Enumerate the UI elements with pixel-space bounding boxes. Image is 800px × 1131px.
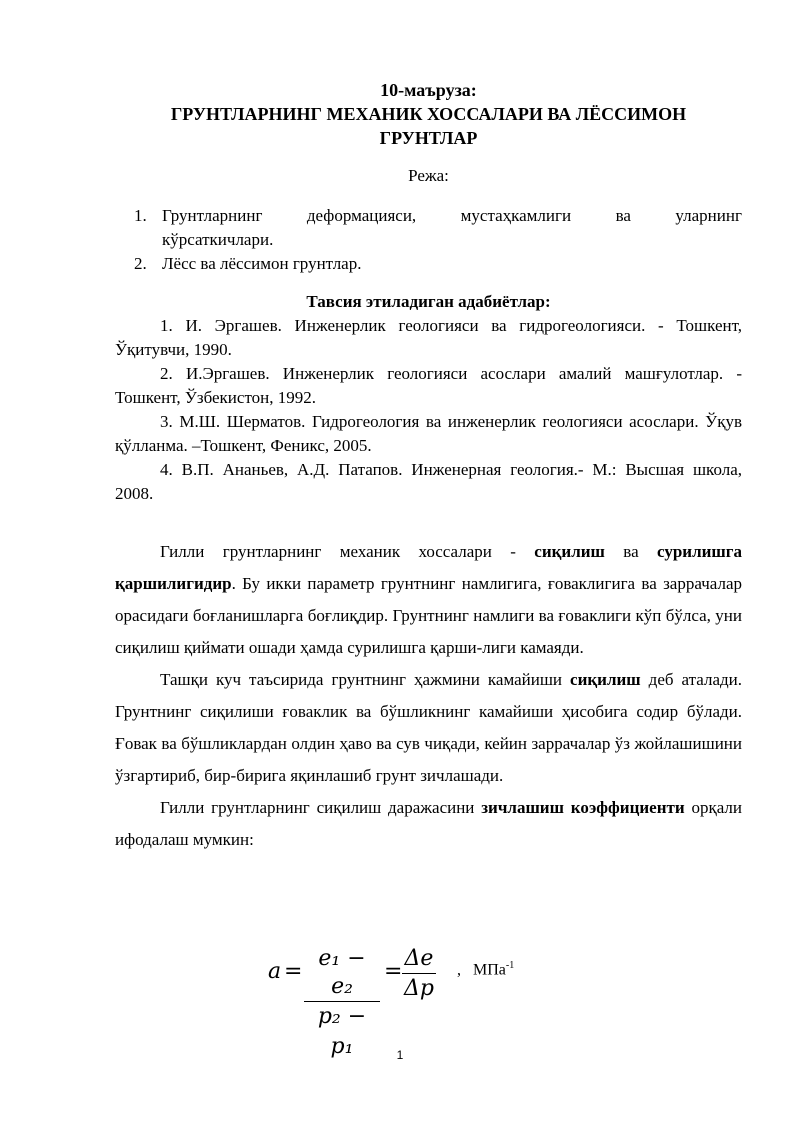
formula-units xyxy=(457,960,514,979)
plan-item xyxy=(134,252,742,276)
bold-term: сиқилиш xyxy=(570,670,641,689)
lecture-title-line1: ГРУНТЛАРНИНГ МЕХАНИК ХОССАЛАРИ ВА ЛЁССИМОН xyxy=(170,104,687,124)
paragraph: Ташқи куч таъсирида грунтнинг ҳажмини камайиши сиқилиш деб аталади. Грунтнинг сиқилиши ғоваклик ва бўшликнинг камайиши ҳисобига содир бўлади. Ғовак ва бўшликлардан олдин ҳаво ва сув чиқади, кейин заррачалар ўз жойлашишини ўзгартириб, бир-бирига яқинлашиб грунт зичлашади. xyxy=(115,670,742,785)
body-text xyxy=(115,536,742,856)
plan-item-line xyxy=(162,204,742,228)
plan-item-number: 2. xyxy=(134,254,147,273)
fraction-numerator: e₁ − e₂ xyxy=(318,946,366,999)
paragraph: Гилли грунтларнинг сиқилиш даражасини зичлашиш коэффициенти орқали ифодалаш мумкин: xyxy=(115,798,742,849)
bold-term: зичлашиш коэффициенти xyxy=(481,798,685,817)
word: Грунтларнинг xyxy=(162,206,263,225)
references xyxy=(115,290,742,506)
plan-item-line: кўрсаткичлари. xyxy=(162,230,274,249)
paragraph: Гилли грунтларнинг механик хоссалари - сиқилиш ва сурилишга қаршилигидир. Бу икки параметр грунтнинг намлигига, ғоваклигига ва заррачалар орасидаги боғланишларга боғлиқдир. Грунтнинг намлиги ва ғоваклиги кўп бўлса, уни сиқилиш қиймати ошади ҳамда сурилишга қарши-лиги камаяди. xyxy=(115,542,742,657)
fraction-denominator: p₂ − p₁ xyxy=(317,1004,367,1059)
formula-equals: = xyxy=(284,959,303,984)
plan-item-number: 1. xyxy=(134,206,147,225)
unit-label: МПа xyxy=(473,961,506,979)
bold-term: сурилишга қаршилигидир xyxy=(115,542,742,593)
formula-fraction-2 xyxy=(402,945,436,1004)
plan-list xyxy=(134,204,742,276)
word: уларнинг xyxy=(675,206,742,225)
reference-item: 4. В.П. Ананьев, А.Д. Патапов. Инженерная геология.- М.: Высшая школа, 2008. xyxy=(115,460,742,503)
unit-exponent: -1 xyxy=(505,960,515,971)
plan-item-text: Лёсс ва лёссимон грунтлар. xyxy=(162,254,362,273)
plan-title: Режа: xyxy=(408,166,449,185)
formula-comma: , xyxy=(457,961,461,979)
fraction-numerator: Δe xyxy=(404,946,434,971)
references-title: Тавсия этиладиган адабиётлар: xyxy=(306,292,551,311)
fraction-denominator: Δp xyxy=(404,976,434,1001)
formula-lhs: a xyxy=(268,959,282,984)
lecture-title-line2: ГРУНТЛАР xyxy=(379,128,478,148)
formula-equals: = xyxy=(384,959,403,984)
plan-item xyxy=(134,204,742,252)
word: мустаҳкамлиги xyxy=(460,206,572,225)
reference-item: 3. М.Ш. Шерматов. Гидрогеология ва инженерлик геологияси асослари. Ўқув қўлланма. –Тошкент, Феникс, 2005. xyxy=(115,412,742,455)
lecture-number: 10-маъруза: xyxy=(380,80,477,100)
reference-item: 1. И. Эргашев. Инженерлик геологияси ва гидрогеологияси. - Тошкент, Ўқитувчи, 1990. xyxy=(115,316,742,359)
page-number: 1 xyxy=(396,1048,404,1062)
reference-item: 2. И.Эргашев. Инженерлик геологияси асослари амалий машғулотлар. - Тошкент, Ўзбекистон, 1992. xyxy=(115,364,742,407)
bold-term: сиқилиш xyxy=(534,542,605,561)
word: ва xyxy=(615,206,631,225)
formula-fraction-1 xyxy=(304,945,380,1062)
word: деформацияси, xyxy=(306,206,417,225)
